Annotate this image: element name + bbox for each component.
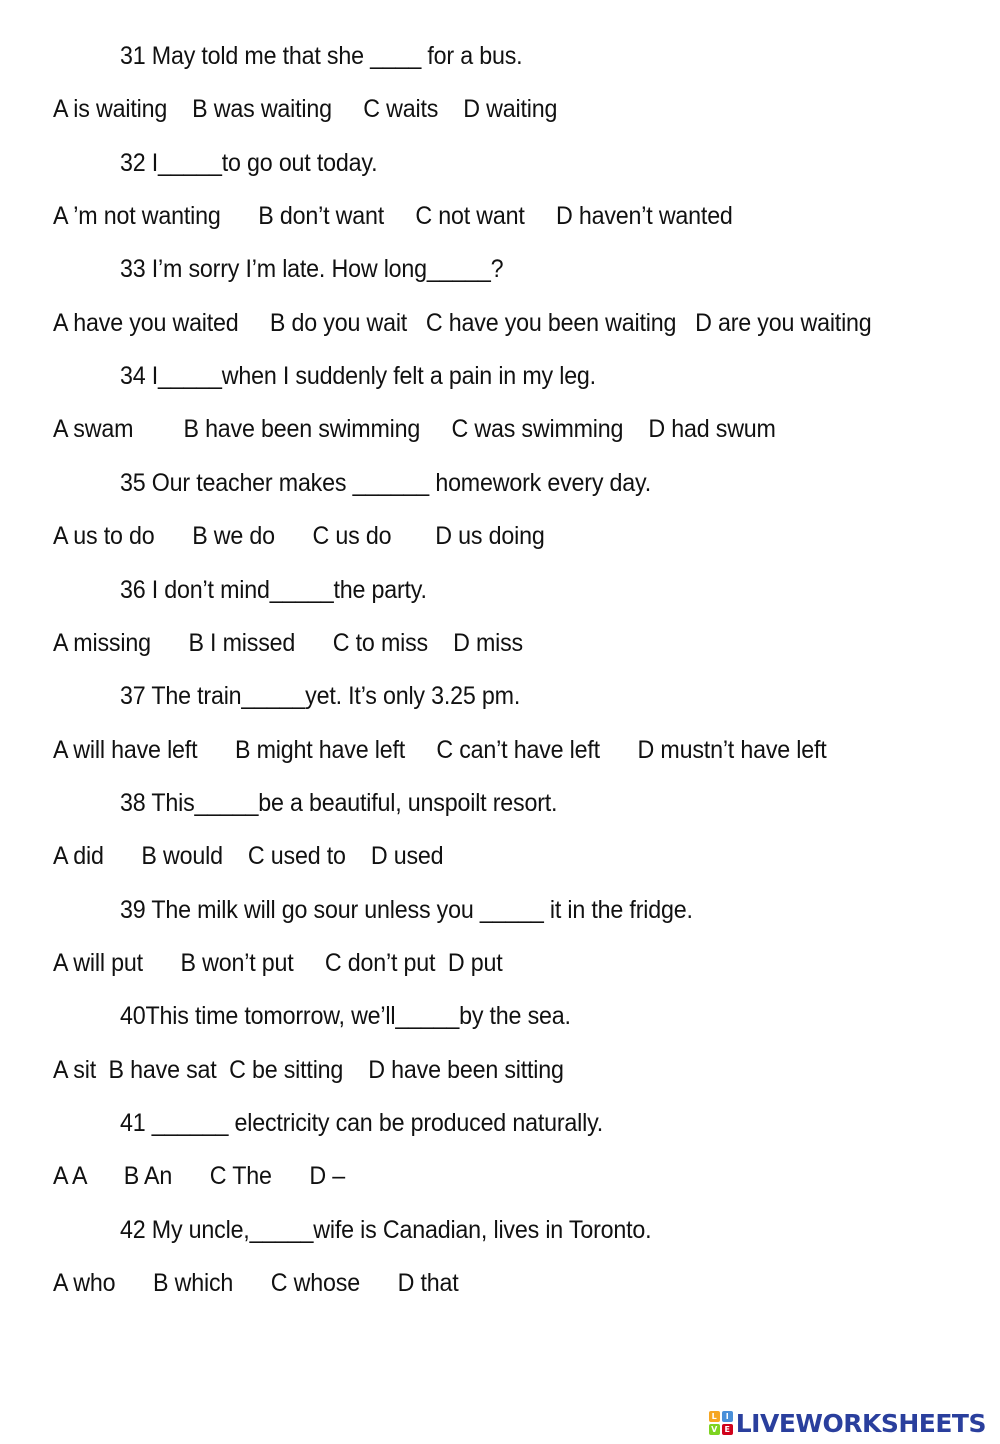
question-stem: 33 I’m sorry I’m late. How long_____?	[120, 255, 504, 283]
answer-options: A swam B have been swimming C was swimming D had swum	[53, 415, 776, 443]
answer-options: A A B An C The D –	[53, 1162, 345, 1190]
answer-options: A sit B have sat C be sitting D have been sitting	[53, 1056, 564, 1084]
answer-options: A ’m not wanting B don’t want C not want D haven’t wanted	[53, 202, 733, 230]
answer-options: A who B which C whose D that	[53, 1269, 459, 1297]
logo-square-e: E	[722, 1424, 733, 1435]
answer-options: A did B would C used to D used	[53, 842, 444, 870]
question-stem: 35 Our teacher makes ______ homework every day.	[120, 469, 652, 497]
question-stem: 32 I_____to go out today.	[120, 149, 378, 177]
question-stem: 42 My uncle,_____wife is Canadian, lives in Toronto.	[120, 1216, 652, 1244]
answer-options: A is waiting B was waiting C waits D waiting	[53, 95, 558, 123]
question-stem: 34 I_____when I suddenly felt a pain in my leg.	[120, 362, 596, 390]
question-stem: 37 The train_____yet. It’s only 3.25 pm.	[120, 682, 521, 710]
answer-options: A missing B I missed C to miss D miss	[53, 629, 523, 657]
question-stem: 31 May told me that she ____ for a bus.	[120, 42, 523, 70]
logo-square-v: V	[709, 1424, 720, 1435]
liveworksheets-logo[interactable]	[709, 1408, 986, 1438]
question-stem: 41 ______ electricity can be produced naturally.	[120, 1109, 604, 1137]
logo-square-i: I	[722, 1411, 733, 1422]
brand-name: LIVEWORKSHEETS	[735, 1408, 986, 1438]
liveworksheets-logo-icon	[709, 1411, 733, 1435]
answer-options: A will put B won’t put C don’t put D put	[53, 949, 503, 977]
answer-options: A us to do B we do C us do D us doing	[53, 522, 545, 550]
logo-square-l: L	[709, 1411, 720, 1422]
answer-options: A have you waited B do you wait C have you been waiting D are you waiting	[53, 309, 872, 337]
question-stem: 40This time tomorrow, we’ll_____by the sea.	[120, 1002, 571, 1030]
question-stem: 38 This_____be a beautiful, unspoilt resort.	[120, 789, 558, 817]
answer-options: A will have left B might have left C can’t have left D mustn’t have left	[53, 736, 827, 764]
question-stem: 36 I don’t mind_____the party.	[120, 576, 427, 604]
question-stem: 39 The milk will go sour unless you _____ it in the fridge.	[120, 896, 693, 924]
